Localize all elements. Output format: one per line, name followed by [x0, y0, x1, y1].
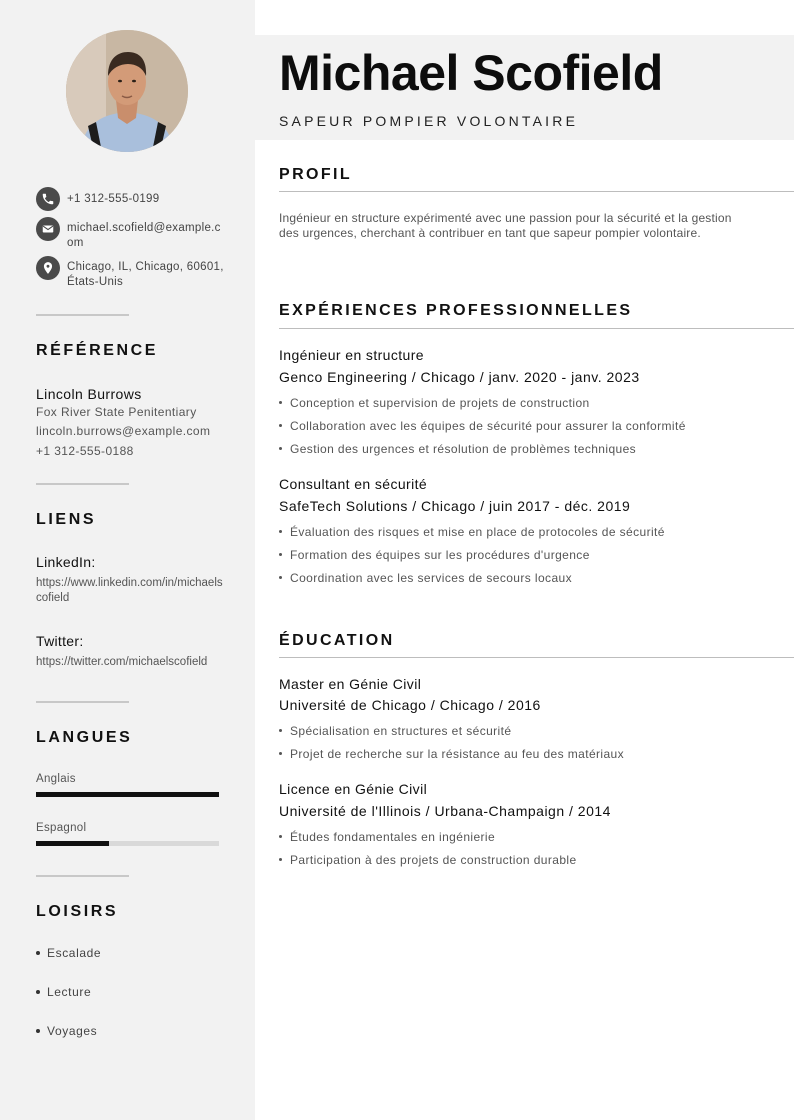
- bullet-dot: [279, 576, 282, 579]
- hobby-item: [36, 946, 101, 960]
- reference-email[interactable]: lincoln.burrows@example.com: [36, 424, 211, 438]
- twitter-link[interactable]: https://twitter.com/michaelscofield: [36, 656, 208, 668]
- bullet-dot: [36, 990, 40, 994]
- language-name: Anglais: [36, 773, 76, 785]
- contact-phone-text: +1 312-555-0199: [67, 193, 160, 205]
- education-title: Master en Génie Civil: [279, 676, 422, 692]
- experience-bullet: [279, 419, 686, 433]
- twitter-label: Twitter:: [36, 633, 84, 649]
- bullet-dot: [36, 951, 40, 955]
- experience-heading: EXPÉRIENCES PROFESSIONNELLES: [279, 302, 633, 319]
- email-icon: [36, 217, 60, 241]
- education-subtitle: Université de Chicago / Chicago / 2016: [279, 697, 541, 713]
- bullet-text: Conception et supervision de projets de construction: [290, 396, 590, 410]
- education-bullet: [279, 853, 577, 867]
- profile-text: Ingénieur en structure expérimenté avec une passion pour la sécurité et la gestion des urgences, cherchant à contribuer en tant que sapeur pompier volontaire.: [279, 211, 732, 240]
- bullet-text: Collaboration avec les équipes de sécurité pour assurer la conformité: [290, 419, 686, 433]
- job-title: SAPEUR POMPIER VOLONTAIRE: [279, 113, 579, 129]
- language-level-fill: [36, 792, 219, 797]
- sidebar-divider: [36, 483, 129, 485]
- experience-subtitle: Genco Engineering / Chicago / janv. 2020 - janv. 2023: [279, 369, 640, 385]
- experience-title: Ingénieur en structure: [279, 347, 424, 363]
- profile-heading: PROFIL: [279, 166, 353, 183]
- hobby-label: Voyages: [47, 1024, 98, 1038]
- hobby-item: [36, 1024, 97, 1038]
- avatar: [66, 30, 188, 152]
- bullet-dot: [279, 858, 282, 861]
- bullet-text: Formation des équipes sur les procédures d'urgence: [290, 548, 590, 562]
- bullet-text: Coordination avec les services de secours locaux: [290, 571, 572, 585]
- bullet-text: Spécialisation en structures et sécurité: [290, 724, 512, 738]
- bullet-dot: [279, 401, 282, 404]
- location-icon: [36, 256, 60, 280]
- education-bullet: [279, 830, 495, 844]
- bullet-text: Participation à des projets de construction durable: [290, 853, 577, 867]
- experience-bullet: [279, 442, 636, 456]
- bullet-text: Études fondamentales en ingénierie: [290, 830, 496, 844]
- experience-bullet: [279, 571, 572, 585]
- bullet-dot: [279, 729, 282, 732]
- bullet-dot: [279, 553, 282, 556]
- bullet-dot: [279, 424, 282, 427]
- language-name: Espagnol: [36, 822, 87, 834]
- experience-subtitle: SafeTech Solutions / Chicago / juin 2017 - déc. 2019: [279, 498, 631, 514]
- bullet-text: Projet de recherche sur la résistance au feu des matériaux: [290, 747, 625, 761]
- languages-heading: LANGUES: [36, 729, 133, 746]
- language-level-bar: [36, 792, 219, 797]
- bullet-dot: [36, 1029, 40, 1033]
- links-heading: LIENS: [36, 511, 97, 528]
- phone-icon: [36, 187, 60, 211]
- bullet-text: Évaluation des risques et mise en place de protocoles de sécurité: [290, 525, 665, 539]
- bullet-dot: [279, 447, 282, 450]
- linkedin-label: LinkedIn:: [36, 554, 96, 570]
- reference-org: Fox River State Penitentiary: [36, 405, 197, 419]
- hobby-item: [36, 985, 91, 999]
- contact-email: [36, 217, 227, 251]
- hobby-label: Lecture: [47, 985, 92, 999]
- experience-bullet: [279, 525, 665, 539]
- section-rule: [279, 657, 794, 658]
- hobbies-heading: LOISIRS: [36, 903, 119, 920]
- linkedin-link[interactable]: https://www.linkedin.com/in/michaelscofield: [36, 577, 223, 604]
- sidebar-divider: [36, 314, 129, 316]
- bullet-dot: [279, 835, 282, 838]
- language-level-fill: [36, 841, 109, 846]
- education-subtitle: Université de l'Illinois / Urbana-Champaign / 2014: [279, 803, 611, 819]
- sidebar: [0, 0, 255, 1120]
- education-heading: ÉDUCATION: [279, 632, 395, 649]
- sidebar-divider: [36, 701, 129, 703]
- contact-email-text[interactable]: michael.scofield@example.com: [67, 222, 221, 249]
- profile-photo: [66, 30, 188, 152]
- main-content: [255, 0, 794, 1120]
- section-rule: [279, 328, 794, 329]
- contact-address: [36, 256, 227, 290]
- contact-phone: [36, 187, 227, 211]
- bullet-text: Gestion des urgences et résolution de problèmes techniques: [290, 442, 637, 456]
- education-title: Licence en Génie Civil: [279, 781, 428, 797]
- contact-address-text: Chicago, IL, Chicago, 60601, États-Unis: [67, 261, 224, 288]
- experience-bullet: [279, 396, 590, 410]
- reference-heading: RÉFÉRENCE: [36, 342, 159, 359]
- education-bullet: [279, 747, 624, 761]
- hobby-label: Escalade: [47, 946, 102, 960]
- sidebar-divider: [36, 875, 129, 877]
- bullet-dot: [279, 530, 282, 533]
- language-level-bar: [36, 841, 219, 846]
- section-rule: [279, 191, 794, 192]
- bullet-dot: [279, 752, 282, 755]
- reference-phone: +1 312-555-0188: [36, 444, 134, 458]
- reference-name: Lincoln Burrows: [36, 386, 142, 402]
- candidate-name: Michael Scofield: [279, 45, 663, 101]
- experience-bullet: [279, 548, 590, 562]
- education-bullet: [279, 724, 511, 738]
- experience-title: Consultant en sécurité: [279, 476, 428, 492]
